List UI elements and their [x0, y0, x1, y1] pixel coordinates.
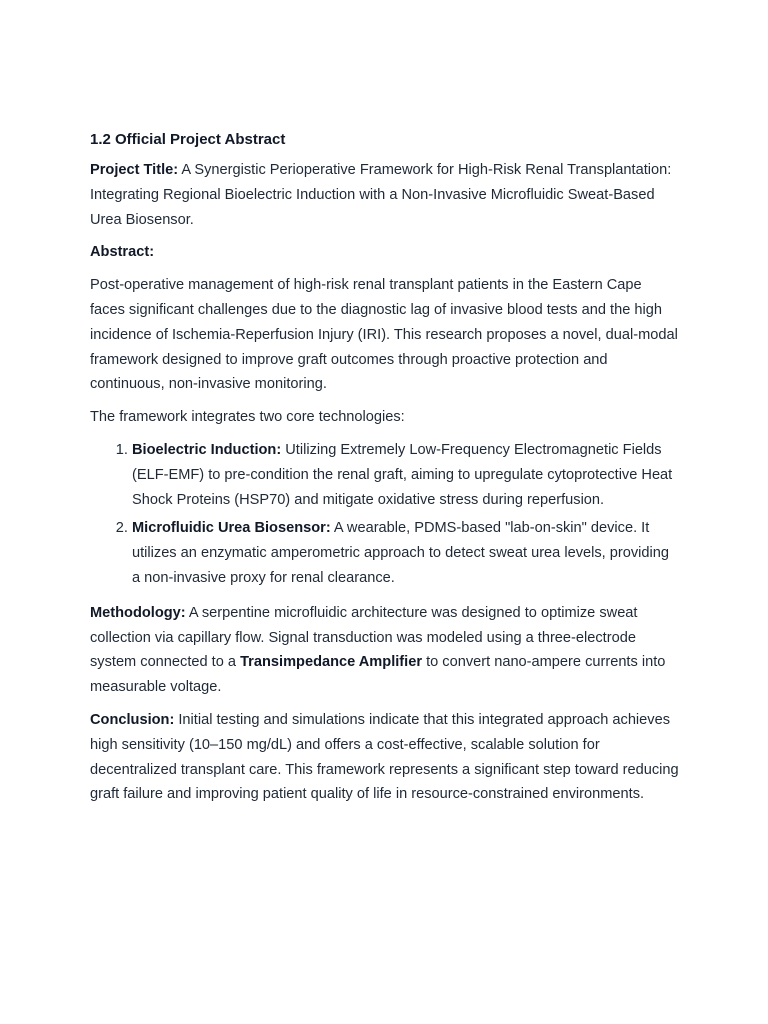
conclusion-label: Conclusion: — [90, 711, 175, 728]
abstract-paragraph: Post-operative management of high-risk renal transplant patients in the Eastern Cape faces significant challenges due to the diagnostic lag of invasive blood tests and the high incidence of Ischemia-Reperfusion Injury (IRI). This research proposes a novel, dual-modal framework designed to improve graft outcomes through proactive protection and continuous, non-invasive monitoring. — [90, 277, 678, 393]
list-item — [132, 516, 680, 590]
technology-label: Microfluidic Urea Biosensor: — [132, 520, 331, 537]
technology-text: A wearable, PDMS-based "lab-on-skin" device. It utilizes an enzymatic amperometric approach to detect sweat urea levels, providing a non-invasive proxy for renal clearance. — [132, 520, 669, 586]
list-item — [132, 438, 680, 512]
document-page — [90, 128, 680, 815]
conclusion-paragraph — [90, 708, 680, 807]
technologies-list — [90, 438, 680, 591]
methodology-paragraph — [90, 601, 680, 700]
methodology-text-after: to convert nano-ampere currents into measurable voltage. — [90, 654, 666, 696]
methodology-emphasis: Transimpedance Amplifier — [240, 654, 423, 671]
section-heading: 1.2 Official Project Abstract — [90, 131, 286, 148]
framework-intro-paragraph: The framework integrates two core technologies: — [90, 409, 405, 426]
methodology-label: Methodology: — [90, 604, 186, 621]
conclusion-text: Initial testing and simulations indicate that this integrated approach achieves high sensitivity (10–150 mg/dL) and offers a cost-effective, scalable solution for decentralized transplant care. This framework represents a significant step toward reducing graft failure and improving patient quality of life in resource-constrained environments. — [90, 711, 679, 803]
abstract-label-paragraph — [90, 240, 680, 265]
methodology-text-before: A serpentine microfluidic architecture was designed to optimize sweat collection via capillary flow. Signal transduction was modeled using a three-electrode system connected to a — [90, 604, 638, 671]
technology-label: Bioelectric Induction: — [132, 441, 282, 458]
project-title-text: A Synergistic Perioperative Framework for High-Risk Renal Transplantation: Integrating Regional Bioelectric Induction with a Non-Invasive Microfluidic Sweat-Based Urea Biosensor. — [90, 162, 672, 228]
project-title-paragraph — [90, 158, 680, 232]
project-title-label: Project Title: — [90, 162, 179, 178]
abstract-label: Abstract: — [90, 244, 155, 261]
technology-text: Utilizing Extremely Low-Frequency Electromagnetic Fields (ELF-EMF) to pre-condition the renal graft, aiming to upregulate cytoprotective Heat Shock Proteins (HSP70) and mitigate oxidative stress during reperfusion. — [132, 441, 673, 508]
